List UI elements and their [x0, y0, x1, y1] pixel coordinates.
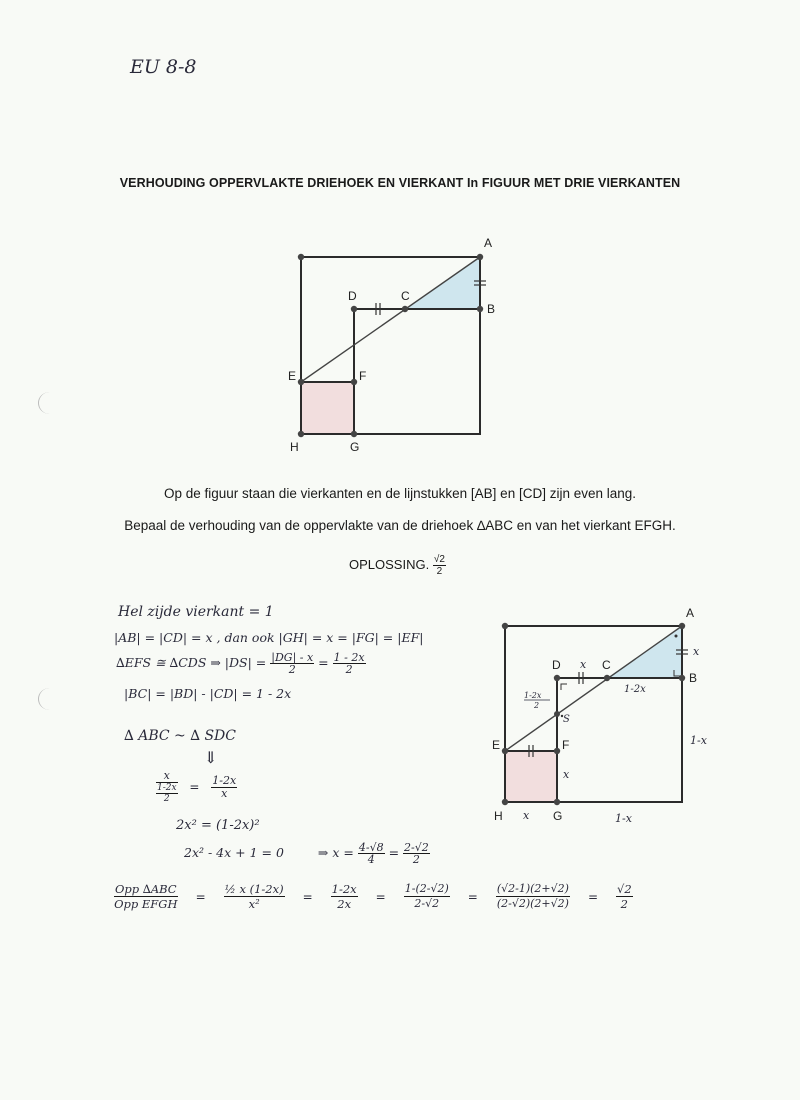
square-efgh-2 [505, 751, 557, 802]
solution-label: OPLOSSING. [349, 556, 430, 572]
annot-ds-den: 2 [534, 701, 540, 710]
point-h [298, 431, 304, 437]
hw-line-6: x 1-2x 2 = $\frac{1-2x}{x}$ [157, 769, 237, 804]
problem-line-1: Op de figuur staan die vierkanten en de lijnstukken [AB] en [CD] zijn even lang. [163, 486, 637, 501]
label-g: G [350, 440, 360, 454]
label-b: B [487, 302, 496, 316]
label2-b: B [689, 671, 698, 685]
hw-line-8: 2x² - 4x + 1 = 0 ⇒ x = $\frac{4-√8}{4}$ = $\frac{2-√2}{2}$ [184, 841, 429, 866]
hw-line-1: Hel zijde vierkant = 1 [118, 604, 274, 620]
angle-dot-a [675, 635, 678, 638]
header-note: EU 8-8 [130, 56, 197, 78]
right-angle-d [561, 684, 567, 690]
hw-arrow: ⇓ [204, 748, 218, 767]
annot-ds-num: 1-2x [524, 691, 542, 700]
annot-right: 1-x [690, 734, 707, 747]
label2-c: C [602, 658, 611, 672]
point2-d [554, 675, 560, 681]
point2-s [554, 711, 560, 717]
label2-a: A [686, 606, 695, 620]
point2-c [604, 675, 610, 681]
label2-e: E [492, 738, 501, 752]
corner2-top-left [502, 623, 508, 629]
point-d [351, 306, 357, 312]
annot-bottom: 1-x [615, 812, 632, 825]
point-g [351, 431, 357, 437]
point-f [351, 379, 357, 385]
point2-b [679, 675, 685, 681]
annot-x-ab: x [693, 645, 700, 658]
hw-line-2: |AB| = |CD| = x , dan ook |GH| = x = |FG| = |EF| [114, 630, 424, 645]
label-e: E [288, 369, 297, 383]
annot-s: S [563, 714, 570, 725]
problem-line-2: Bepaal de verhouding van de oppervlakte van de driehoek ∆ABC en van het vierkant EFGH. [124, 518, 676, 533]
corner-top-left [298, 254, 304, 260]
label-d: D [348, 289, 357, 303]
point2-g [554, 799, 560, 805]
point-b [477, 306, 483, 312]
hw-line-3: ∆EFS ≅ ∆CDS ⇒ |DS| = $\frac{|DG| - x}{2}$ = $\frac{1 - 2x}{2}$ [116, 651, 365, 676]
hw-final-equation: $\frac{\text{Opp ∆ABC}}{\text{Opp EFGH}}$ = $\frac{\text{½ x (1-2x)}}{\text{x²}}$ = $\frac{1-2x}{2x}$ = $\frac{1-(2-√2)}{2-√2}$ = $\frac{(√2-1)(2+√2)}{(2-√2)(2+√2)}$ = $\frac{√2}{2}$ [114, 882, 632, 911]
hw-line-7: 2x² = (1-2x)² [176, 818, 260, 833]
annot-bc: 1-2x [624, 684, 646, 695]
label2-g: G [553, 809, 563, 823]
point2-f [554, 748, 560, 754]
point2-a [679, 623, 685, 629]
square-efgh [301, 382, 354, 434]
label-h: H [290, 440, 299, 454]
page-title: VERHOUDING OPPERVLAKTE DRIEHOEK EN VIERKANT In FIGUUR MET DRIE VIERKANTEN [119, 176, 681, 190]
annot-x-hg: x [523, 809, 530, 822]
annot-x-top: x [580, 658, 587, 671]
punch-hole-top [38, 392, 61, 414]
annot-x-fg: x [563, 768, 570, 781]
solution-fraction: $\frac{√2}{2}$ [433, 554, 445, 577]
point2-h [502, 799, 508, 805]
segment-ea [301, 257, 480, 382]
label2-f: F [562, 738, 570, 752]
figure-three-squares [280, 232, 510, 462]
punch-hole-bottom [38, 688, 61, 710]
point-c [402, 306, 408, 312]
figure-annotated [485, 600, 715, 830]
point2-e [502, 748, 508, 754]
label2-d: D [552, 658, 561, 672]
point-a [477, 254, 483, 260]
label2-h: H [494, 809, 503, 823]
hw-line-5: ∆ ABC ~ ∆ SDC [124, 728, 236, 744]
label-a: A [484, 236, 493, 250]
label-f: F [359, 369, 367, 383]
label-c: C [401, 289, 410, 303]
point-e [298, 379, 304, 385]
solution-answer [349, 554, 446, 577]
segment-ea-2 [505, 626, 682, 751]
hw-line-4: |BC| = |BD| - |CD| = 1 - 2x [124, 686, 292, 701]
